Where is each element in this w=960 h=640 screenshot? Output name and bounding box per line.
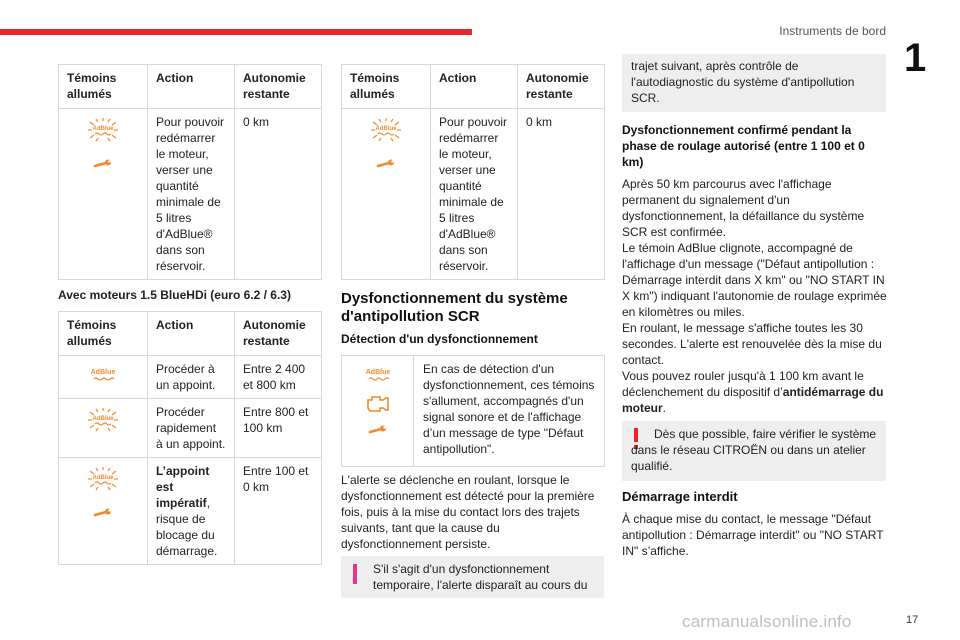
col-autonomie: Autonomie restante	[235, 312, 322, 356]
table-row	[59, 356, 322, 399]
heading-confirmed-dysfunction: Dysfonctionnement confirmé pendant la phase de roulage autorisé (entre 1 100 et 0 km)	[622, 123, 865, 169]
col-temoins: Témoins allumés	[59, 65, 148, 109]
table-header-row	[59, 312, 322, 356]
action-bold: L’appoint est impératif	[156, 464, 210, 510]
action-cell: Procéder rapidement à un appoint.	[148, 399, 235, 458]
col-action: Action	[148, 312, 235, 356]
table-adblue-bluehdi	[58, 311, 322, 565]
detection-text: En cas de détection d'un dysfonctionnement, ces témoins s'allument, accompagnés d'un signal sonore et de l'affichage d’un message de type "Défaut antipollution".	[423, 362, 595, 456]
heading-start-forbidden: Démarrage interdit	[622, 489, 738, 504]
confirmed-paragraph	[622, 176, 888, 416]
warning-lamps-cell	[59, 356, 148, 399]
table-row	[59, 109, 322, 280]
info-box-continued	[622, 54, 886, 112]
wrench-icon	[93, 507, 113, 519]
page-number: 17	[906, 614, 919, 626]
action-cell: Pour pouvoir redémarrer le moteur, verser une quantité minimale de 5 litres d'AdBlue® dans son réservoir.	[431, 109, 518, 280]
adblue-icon	[361, 366, 395, 384]
table-row	[59, 399, 322, 458]
svg-text:AdBlue: AdBlue	[375, 126, 397, 132]
action-rest: , risque de blocage du démarrage.	[156, 496, 218, 558]
confirmed-text: Après 50 km parcourus avec l'affichage permanent du signalement d'un dysfonctionnement, la défaillance du système SCR est confirmée. Le témoin AdBlue clignote, accompagné de l'affichage d'un message ("Défaut antipollution : Démarrage interdit dans X km" ou "NO START IN X km") indiquant l'autonomie de roulage exprimée en kilomètres ou miles. En roulant, le message s'affiche toutes les 30 secondes. L'alerte est renouvelée dès la mise du contact. Vous pouvez rouler jusqu'à 1 100 km avant le déclenchement du dispositif d’	[622, 177, 887, 399]
col-action: Action	[148, 65, 235, 109]
table-row	[59, 458, 322, 565]
svg-text:AdBlue: AdBlue	[92, 416, 114, 422]
table-adblue-top-left	[58, 64, 322, 280]
svg-text:AdBlue: AdBlue	[365, 369, 390, 376]
table-row	[342, 109, 605, 280]
svg-text:AdBlue: AdBlue	[92, 126, 114, 132]
autonomy-cell: 0 km	[235, 109, 322, 280]
info-icon	[353, 564, 357, 584]
adblue-icon	[86, 365, 120, 385]
watermark: carmanualsonline.info	[682, 612, 852, 631]
adblue-warning-flashing-icon	[86, 408, 120, 432]
col-autonomie: Autonomie restante	[235, 65, 322, 109]
table-header-row	[342, 65, 605, 109]
svg-text:AdBlue: AdBlue	[90, 369, 116, 376]
chapter-number: 1	[904, 36, 927, 80]
antidemarrage-bold: antidémarrage du moteur	[622, 385, 884, 415]
action-cell	[148, 458, 235, 565]
start-forbidden-paragraph: À chaque mise du contact, le message "Défaut antipollution : Démarrage interdit" ou "NO START IN" s’affiche.	[622, 512, 884, 558]
autonomy-cell: Entre 2 400 et 800 km	[235, 356, 322, 399]
warning-text: Dès que possible, faire vérifier le système dans le réseau CITROËN ou dans un atelier qualifié.	[631, 427, 877, 473]
wrench-icon	[368, 424, 388, 436]
info-box	[341, 556, 604, 598]
subheading-detection: Détection d'un dysfonctionnement	[341, 332, 538, 346]
engine-check-icon	[364, 394, 392, 414]
svg-text:AdBlue: AdBlue	[92, 475, 114, 481]
detection-box	[341, 355, 605, 467]
section-heading-scr: Dysfonctionnement du système d'antipollution SCR	[341, 290, 568, 325]
warning-box	[622, 421, 886, 481]
wrench-icon	[93, 158, 113, 170]
header-red-bar	[0, 29, 472, 35]
info-text-continued: trajet suivant, après contrôle de l'autodiagnostic du système d'antipollution SCR.	[631, 59, 855, 105]
header-title: Instruments de bord	[779, 24, 886, 38]
table-adblue-top-middle	[341, 64, 605, 280]
adblue-warning-flashing-icon	[369, 118, 403, 142]
col-temoins: Témoins allumés	[342, 65, 431, 109]
alert-paragraph: L'alerte se déclenche en roulant, lorsque le dysfonctionnement est détecté pour la première fois, puis à la mise du contact lors des trajets suivants, tant que la cause du dysfonctionnement persiste.	[341, 473, 595, 551]
engine-subtitle: Avec moteurs 1.5 BlueHDi (euro 6.2 / 6.3)	[58, 288, 291, 302]
col-action: Action	[431, 65, 518, 109]
autonomy-cell: Entre 800 et 100 km	[235, 399, 322, 458]
info-text: S'il s'agit d'un dysfonctionnement temporaire, l'alerte disparaît au cours du	[373, 562, 588, 592]
warning-lamps-cell	[59, 458, 148, 565]
autonomy-cell: 0 km	[518, 109, 605, 280]
autonomy-cell: Entre 100 et 0 km	[235, 458, 322, 565]
warning-lamps-cell	[59, 109, 148, 280]
col-temoins: Témoins allumés	[59, 312, 148, 356]
confirmed-text-end: .	[662, 401, 667, 415]
wrench-icon	[376, 158, 396, 170]
table-header-row	[59, 65, 322, 109]
adblue-warning-flashing-icon	[86, 467, 120, 491]
detection-lamps	[342, 356, 414, 466]
warning-lamps-cell	[342, 109, 431, 280]
col-autonomie: Autonomie restante	[518, 65, 605, 109]
action-cell: Procéder à un appoint.	[148, 356, 235, 399]
warning-lamps-cell	[59, 399, 148, 458]
adblue-warning-flashing-icon	[86, 118, 120, 142]
action-cell: Pour pouvoir redémarrer le moteur, verser une quantité minimale de 5 litres d'AdBlue® dans son réservoir.	[148, 109, 235, 280]
